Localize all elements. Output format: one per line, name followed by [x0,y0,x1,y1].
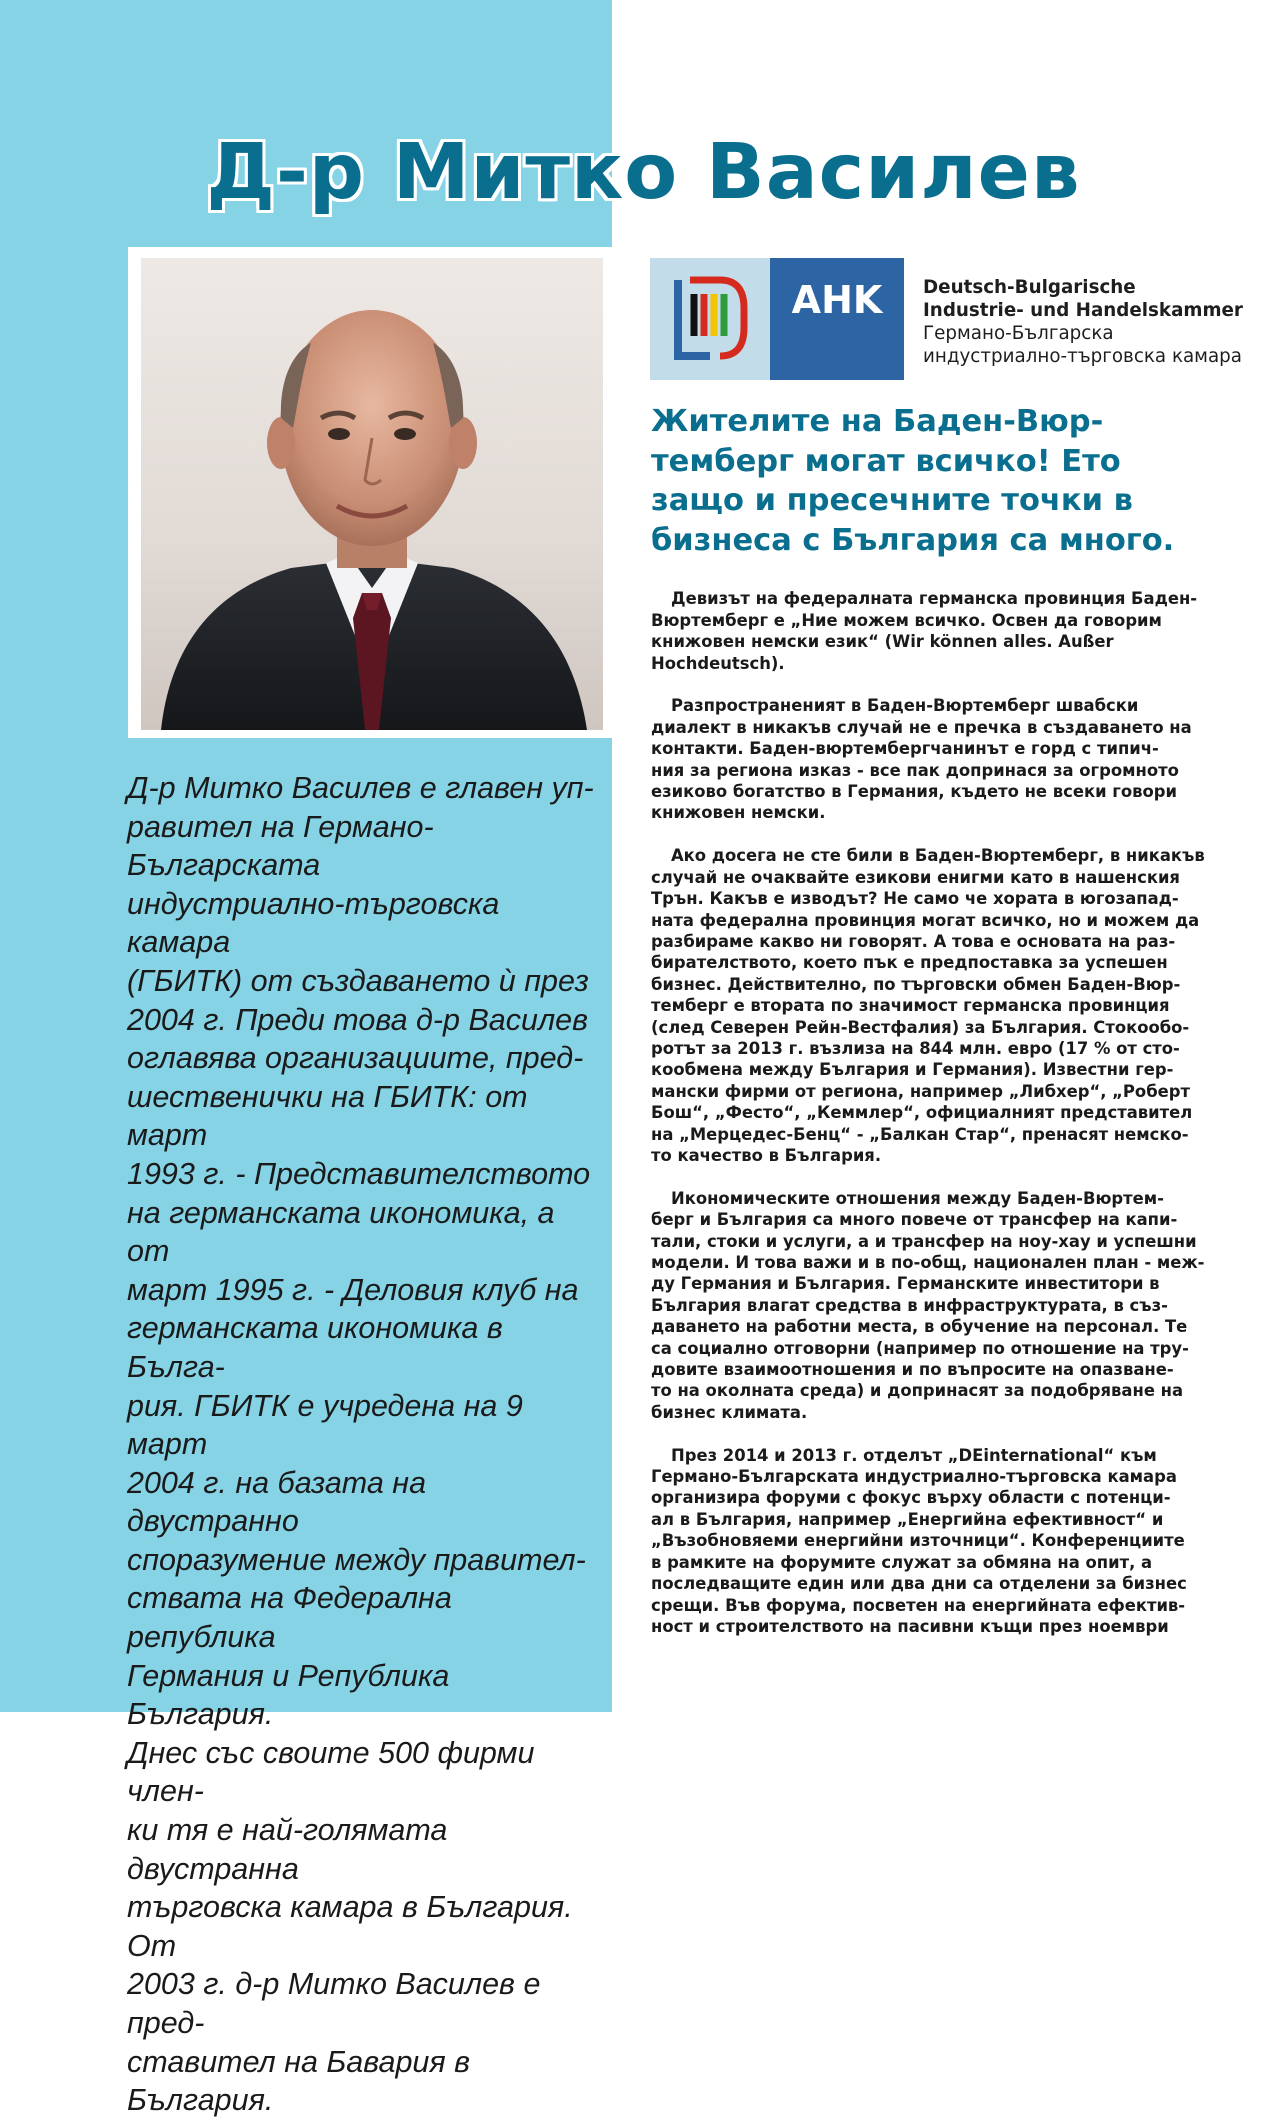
org-name-bg-line2: индустриално-търговска камара [923,346,1242,367]
organization-name [923,276,1263,368]
org-name-de-line1: Deutsch-Bulgarische [923,277,1136,298]
article-paragraph: Девизът на федералната германска провинция Баден- Вюртемберг е „Ние можем всичко. Освен да говорим книжовен немски език“ (Wir können alles. Außer Hochdeutsch). [651,589,1198,673]
page-title: Д-р Митко Василев [206,128,1081,217]
org-name-de-line2: Industrie- und Handelskammer [923,300,1243,321]
article-paragraph: Ако досега не сте били в Баден-Вюртемберг, в никакъв случай не очаквайте езикови енигми като в нашенския Трън. Какъв е изводът? Не само че хората в югозапад- ната федерална провинция могат всичко, но и можем да разбираме какво ни говорят. А това е основата на раз- бирателството, което пък е предпоставка за успешен бизнес. Действително, по търговски обмен Баден-Вюр- темберг е втората по значимост германска провинция (след Северен Рейн-Вестфалия) за България. Стокообо- ротът за 2013 г. възлиза на 844 млн. евро (17 % от сто- кообмена между България и Германия). Известни гер- мански фирми от региона, например „Либхер“, „Роберт Бош“, „Фесто“, „Кеммлер“, официалният представител на „Мерцедес-Бенц“ - „Балкан Стар“, пренасят немско- то качество в България. [651,846,1205,1165]
bio-text: Д-р Митко Василев е главен уп- равител на Германо-Българската индустриално-търговска камара (ГБИТК) от създаването ѝ през 2004 г. Преди това д-р Василев оглавява организациите, пред- шественички на ГБИТК: от март 1993 г. - Представителството на германската икономика, а от март 1995 г. - Деловия клуб на германската икономика в Бълга- рия. ГБИТК е учредена на 9 март 2004 г. на базата на двустранно споразумение между правител- ствата на Федерална република Германия и Република България. Днес със своите 500 фирми член- ки тя е най-голямата двустранна търговска камара в България. От 2003 г. д-р Митко Василев е пред- ставител на Бавария в България. [127,771,594,2118]
portrait-photo [141,258,603,730]
ahk-mark: AHK [791,278,883,322]
org-name-bg-line1: Германо-Българска [923,323,1114,344]
article-paragraph: Разпространеният в Баден-Вюртемберг швабски диалект в никакъв случай не е пречка в създаването на контакти. Баден-вюртембергчанинът е горд с типич- ния за региона изказ - все пак допринася за огромното езиково богатство в Германия, където не всеки говори книжовен немски. [651,696,1192,823]
article-headline: Жителите на Баден-Вюр- темберг могат всичко! Ето защо и пресечните точки в бизнеса с България са много. [651,404,1175,558]
article-body [651,567,1221,1659]
ahk-emblem-icon [650,258,770,380]
article-paragraph: През 2014 и 2013 г. отделът „DEinternational“ към Германо-Българската индустриално-търговска камара организира форуми с фокус върху области с потенци- ал в България, например „Енергийна ефективност“ и „Възобновяеми енергийни източници“. Конференциите в рамките на форумите служат за обмяна на опит, а последващите един или два дни са отделени за бизнес срещи. Във форума, посветен на енергийната ефектив- ност и строителството на пасивни къщи през ноември [651,1445,1187,1636]
portrait-illustration [141,258,603,730]
ahk-logo [650,258,904,380]
article-paragraph: Икономическите отношения между Баден-Вюртем- берг и България са много повече от трансфер на капи- тали, стоки и услуги, а и трансфер на ноу-хау и успешни модели. И това важи и в по-общ, национален план - меж- ду Германия и България. Германските инвеститори в България влагат средства в инфраструктурата, в съз- даването на работни места, в обучение на персонал. Те са социално отговорни (например по отношение на тру- довите взаимоотношения и по въпросите на опазване- то на околната среда) и допринасят за подобряване на бизнес климата. [651,1188,1205,1422]
